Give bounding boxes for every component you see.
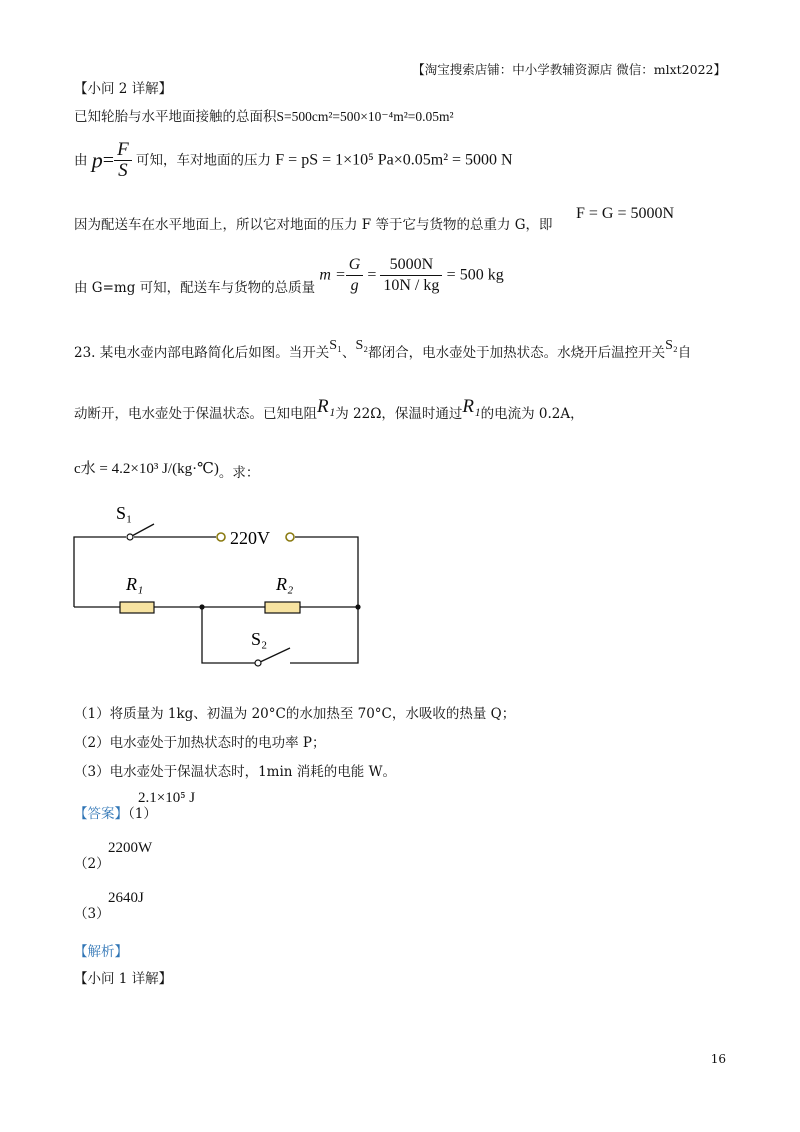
label-r2: R₂ xyxy=(276,574,294,594)
specific-heat-formula: c水 = 4.2×10³ J/(kg·℃) xyxy=(74,461,219,477)
question-number: 23. xyxy=(74,345,96,361)
line2-prefix: 由 xyxy=(74,152,88,169)
answer-3-number: （3） xyxy=(74,906,110,922)
force-formula: F = pS = 1×10⁵ Pa×0.05m² = 5000 N xyxy=(275,151,513,169)
answer-2-number: （2） xyxy=(74,856,110,872)
line2-mid: 可知，车对地面的压力 xyxy=(135,152,271,169)
sub-question-3: （3）电水壶处于保温状态时，1min 消耗的电能 W。 xyxy=(74,764,396,780)
pressure-symbol: p xyxy=(91,147,103,173)
answer-1-number: （1） xyxy=(128,806,157,822)
sub-question-1: （1）将质量为 1kg、初温为 20°C的水加热至 70°C，水吸收的热量 Q； xyxy=(74,706,516,722)
part2-line4 xyxy=(74,255,504,296)
top-left-wire xyxy=(74,537,126,607)
shop-note-header: 【淘宝搜索店铺：中小学教辅资源店 微信：mlxt2022】 xyxy=(412,62,726,77)
answer-line1 xyxy=(74,805,157,823)
frac1-den: g xyxy=(350,277,359,294)
switch-s2-ref: S₂ xyxy=(355,338,369,353)
terminal-right xyxy=(286,533,294,541)
force-gravity-formula: F = G = 5000N xyxy=(576,205,675,222)
q-line2-b: 为 22Ω，保温时通过 xyxy=(335,406,463,422)
answer-label: 【答案】 xyxy=(74,806,128,822)
q-line2-c: 的电流为 0.2A， xyxy=(480,406,584,422)
switch-s2-contact xyxy=(255,660,261,666)
switch-s1-ref: S₁ xyxy=(329,338,342,353)
resistor-r1-ref: R₁ xyxy=(317,396,336,417)
equals-sign: = xyxy=(102,149,115,172)
equals-sign-2: = xyxy=(363,266,381,284)
junction-node-right xyxy=(355,604,360,609)
mass-fraction-values xyxy=(380,255,442,296)
part2-line3 xyxy=(74,216,553,234)
resistor-r1 xyxy=(120,602,154,613)
q-line2-a: 动断开，电水壶处于保温状态。已知电阻 xyxy=(74,406,317,422)
label-s2: S₂ xyxy=(251,629,268,649)
top-right-wire xyxy=(295,537,358,607)
part2-line1 xyxy=(74,108,454,126)
q-line1-b: 都闭合，电水壶处于加热状态。水烧开后温控开关 xyxy=(368,345,666,361)
resistor-r2 xyxy=(265,602,300,613)
switch-s2-ref-2: S₂ xyxy=(665,338,678,353)
q-line1-c: 自 xyxy=(677,345,692,361)
q-sep: 、 xyxy=(341,345,356,361)
frac2-den: 10N / kg xyxy=(383,277,440,294)
s2-branch-right xyxy=(290,607,358,663)
answer-2-value: 2200W xyxy=(108,840,153,856)
question-23-line2 xyxy=(74,396,584,423)
part2-heading: 【小问 2 详解】 xyxy=(74,81,173,97)
mass-symbol: m = xyxy=(319,266,346,284)
area-formula: S=500cm²=500×10⁻⁴m²=0.05m² xyxy=(276,109,454,124)
line1-prefix: 已知轮胎与水平地面接触的总面积 xyxy=(74,109,277,125)
frac1-num: G xyxy=(346,255,364,276)
line3-text: 因为配送车在水平地面上，所以它对地面的压力 F 等于它与货物的总重力 G，即 xyxy=(74,217,553,233)
label-r1: R₁ xyxy=(126,574,144,594)
s2-branch-left xyxy=(202,607,256,663)
part1-heading: 【小问 1 详解】 xyxy=(74,971,173,987)
frac2-num: 5000N xyxy=(380,255,442,276)
label-s1: S₁ xyxy=(116,503,133,523)
label-220v: 220V xyxy=(230,528,270,548)
analysis-label: 【解析】 xyxy=(74,944,128,960)
question-23-line1 xyxy=(74,338,692,363)
terminal-left xyxy=(217,533,225,541)
pressure-fraction xyxy=(114,140,132,181)
switch-s2-blade xyxy=(258,648,290,663)
switch-s1-contact xyxy=(127,534,133,540)
line4-prefix: 由 G=mg 可知，配送车与货物的总质量 xyxy=(74,279,316,296)
switch-s1-blade xyxy=(130,524,154,537)
sub-question-2: （2）电水壶处于加热状态时的电功率 P； xyxy=(74,735,326,751)
part2-line2 xyxy=(74,140,513,181)
q-line3-tail: 。求： xyxy=(218,465,260,481)
mass-result: = 500 kg xyxy=(446,266,504,284)
fraction-numerator-f: F xyxy=(114,140,132,161)
question-23-line3 xyxy=(74,460,260,481)
mass-fraction-g-g xyxy=(346,255,364,296)
q-line1-a: 某电水壶内部电路简化后如图。当开关 xyxy=(99,345,330,361)
answer-1-value: 2.1×10⁵ J xyxy=(138,790,196,806)
fraction-denominator-s: S xyxy=(118,160,128,181)
resistor-r1-ref-2: R₁ xyxy=(462,396,481,417)
page-number: 16 xyxy=(710,1052,726,1066)
circuit-diagram xyxy=(60,495,380,680)
junction-node-middle xyxy=(199,604,204,609)
answer-3-value: 2640J xyxy=(108,890,144,906)
